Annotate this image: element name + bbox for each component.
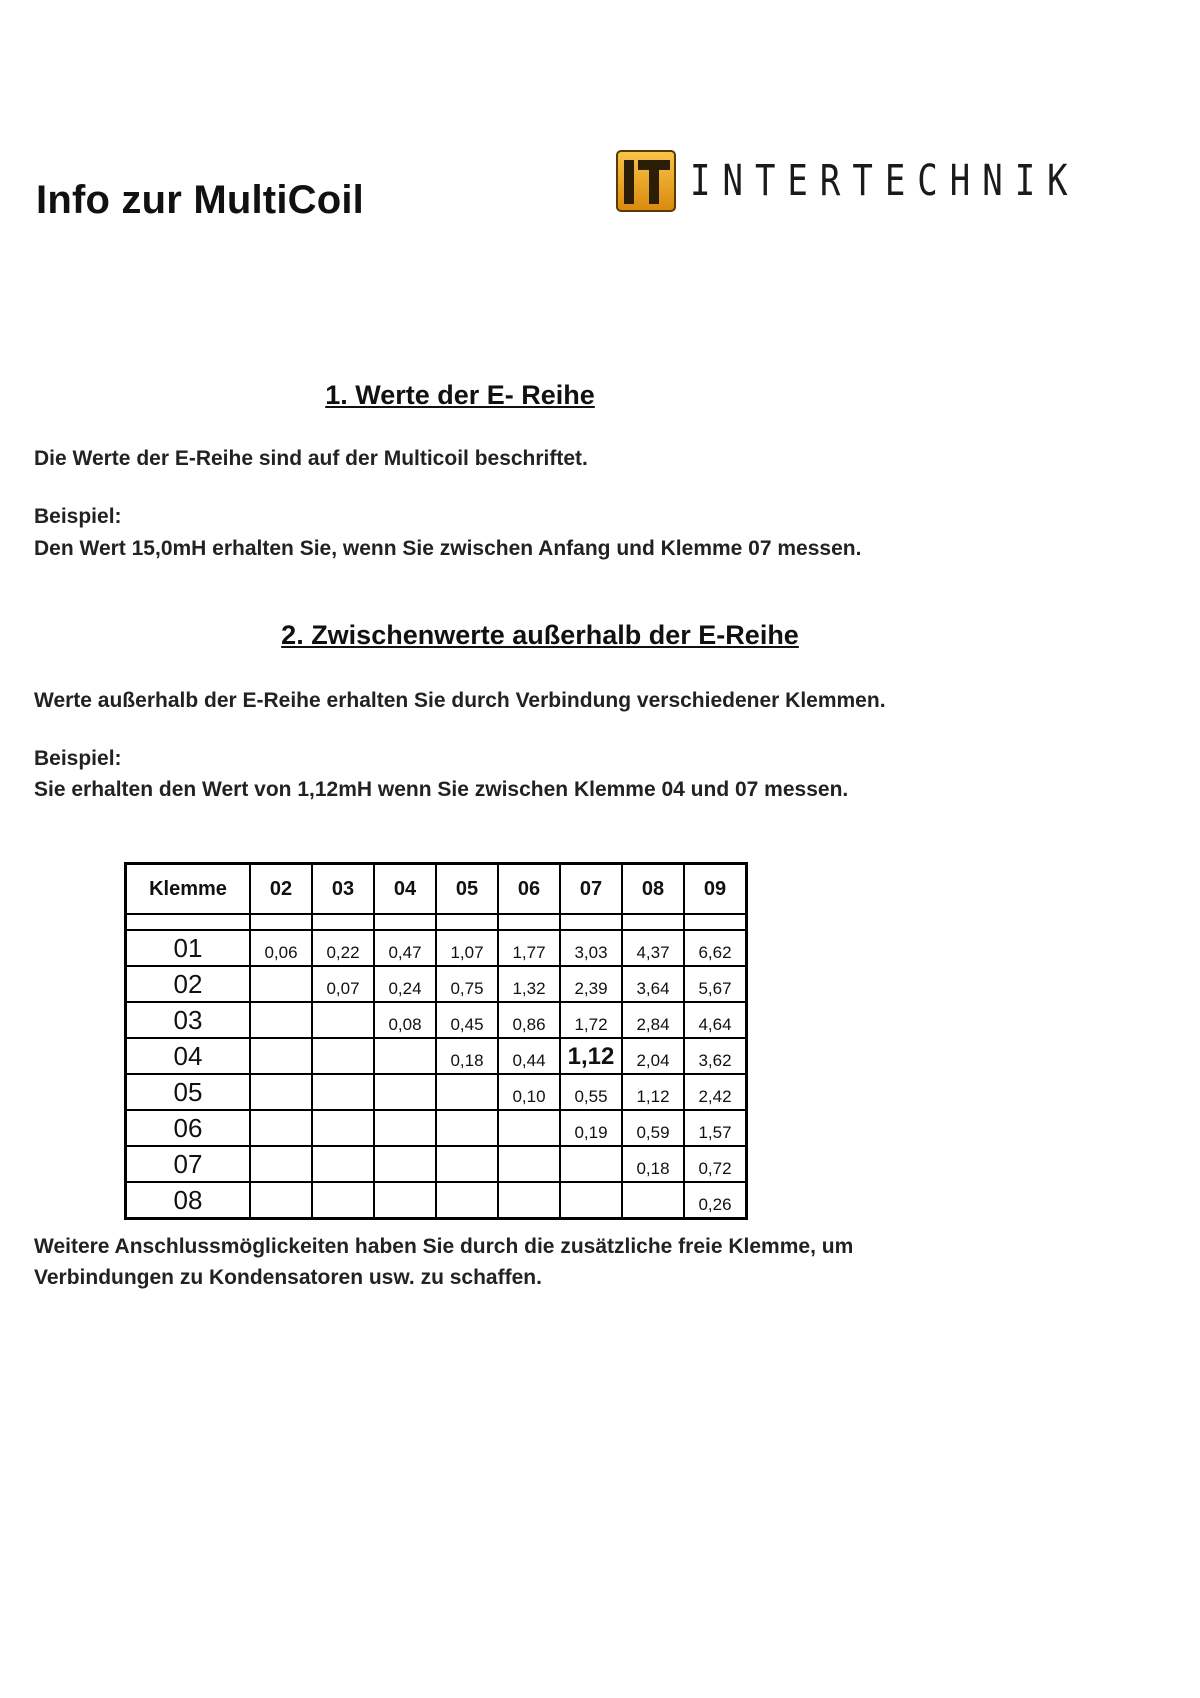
section2-example-text: Sie erhalten den Wert von 1,12mH wenn Sie zwischen Klemme 04 und 07 messen. — [34, 778, 849, 801]
table-cell: 1,57 — [684, 1110, 747, 1146]
logo-wordmark: INTERTECHNIK — [690, 156, 1080, 206]
table-cell — [312, 1110, 374, 1146]
table-cell: 1,12 — [622, 1074, 684, 1110]
table-cell: 1,32 — [498, 966, 560, 1002]
table-cell — [436, 1110, 498, 1146]
row-label: 07 — [126, 1146, 251, 1182]
table-cell: 3,64 — [622, 966, 684, 1002]
table-cell: 0,72 — [684, 1146, 747, 1182]
table-cell: 2,04 — [622, 1038, 684, 1074]
table-cell: 0,86 — [498, 1002, 560, 1038]
column-header: 03 — [312, 864, 374, 915]
section2-intro: Werte außerhalb der E-Reihe erhalten Sie durch Verbindung verschiedener Klemmen. — [34, 689, 886, 712]
table-spacer-row — [126, 914, 747, 930]
table-cell: 0,55 — [560, 1074, 622, 1110]
table-cell: 4,37 — [622, 930, 684, 966]
table-cell — [436, 1074, 498, 1110]
table-cell — [312, 1146, 374, 1182]
table-header-row — [126, 864, 747, 915]
section1-intro: Die Werte der E-Reihe sind auf der Multicoil beschriftet. — [34, 447, 588, 470]
table-cell — [436, 1146, 498, 1182]
table-cell: 0,22 — [312, 930, 374, 966]
table-cell: 1,12 — [560, 1038, 622, 1074]
column-header: 04 — [374, 864, 436, 915]
table-cell: 2,42 — [684, 1074, 747, 1110]
row-label: 01 — [126, 930, 251, 966]
table-cell: 3,62 — [684, 1038, 747, 1074]
table-cell: 0,18 — [622, 1146, 684, 1182]
table-row — [126, 1146, 747, 1182]
row-label: 03 — [126, 1002, 251, 1038]
section1-heading: 1. Werte der E- Reihe — [325, 380, 595, 410]
table-cell: 0,06 — [250, 930, 312, 966]
table-cell — [560, 1146, 622, 1182]
table-cell: 0,26 — [684, 1182, 747, 1219]
table-cell: 0,75 — [436, 966, 498, 1002]
column-header: 07 — [560, 864, 622, 915]
row-label: 02 — [126, 966, 251, 1002]
column-header: 09 — [684, 864, 747, 915]
table-cell — [250, 1002, 312, 1038]
table-cell — [250, 966, 312, 1002]
footer-line-1: Weitere Anschlussmöglickeiten haben Sie durch die zusätzliche freie Klemme, um — [34, 1235, 854, 1258]
table-cell: 0,19 — [560, 1110, 622, 1146]
table-row — [126, 1002, 747, 1038]
table-cell — [250, 1038, 312, 1074]
table-row — [126, 966, 747, 1002]
table-cell — [250, 1110, 312, 1146]
table-cell: 0,10 — [498, 1074, 560, 1110]
table-cell: 1,72 — [560, 1002, 622, 1038]
section1-example-text: Den Wert 15,0mH erhalten Sie, wenn Sie zwischen Anfang und Klemme 07 messen. — [34, 537, 862, 560]
section2-example-label: Beispiel: — [34, 747, 122, 770]
table-cell — [250, 1146, 312, 1182]
table-cell — [250, 1074, 312, 1110]
table-cell — [374, 1182, 436, 1219]
table-cell: 0,59 — [622, 1110, 684, 1146]
table-corner-header: Klemme — [126, 864, 251, 915]
row-label: 04 — [126, 1038, 251, 1074]
table-cell: 0,44 — [498, 1038, 560, 1074]
table-cell — [436, 1182, 498, 1219]
table-cell: 3,03 — [560, 930, 622, 966]
intertechnik-logo-icon — [616, 150, 676, 212]
table-cell — [250, 1182, 312, 1219]
table-cell: 2,39 — [560, 966, 622, 1002]
table-cell — [374, 1110, 436, 1146]
row-label: 05 — [126, 1074, 251, 1110]
row-label: 08 — [126, 1182, 251, 1219]
table-row — [126, 1074, 747, 1110]
table-cell: 5,67 — [684, 966, 747, 1002]
table-cell — [312, 1182, 374, 1219]
table-cell: 0,18 — [436, 1038, 498, 1074]
table-cell: 1,07 — [436, 930, 498, 966]
table-cell — [312, 1074, 374, 1110]
column-header: 06 — [498, 864, 560, 915]
column-header: 02 — [250, 864, 312, 915]
table-cell — [498, 1110, 560, 1146]
table-cell: 6,62 — [684, 930, 747, 966]
column-header: 05 — [436, 864, 498, 915]
table-cell: 0,24 — [374, 966, 436, 1002]
column-header: 08 — [622, 864, 684, 915]
table-cell: 0,08 — [374, 1002, 436, 1038]
section1-example-label: Beispiel: — [34, 505, 122, 528]
table-cell: 1,77 — [498, 930, 560, 966]
table-cell: 0,47 — [374, 930, 436, 966]
table-cell — [374, 1146, 436, 1182]
table-cell — [560, 1182, 622, 1219]
footer-line-2: Verbindungen zu Kondensatoren usw. zu schaffen. — [34, 1266, 542, 1289]
table-row — [126, 1038, 747, 1074]
table-cell — [312, 1038, 374, 1074]
table-cell — [374, 1074, 436, 1110]
table-row — [126, 1182, 747, 1219]
table-cell: 4,64 — [684, 1002, 747, 1038]
table-cell — [498, 1146, 560, 1182]
table-row — [126, 930, 747, 966]
table-cell: 0,45 — [436, 1002, 498, 1038]
table-cell — [498, 1182, 560, 1219]
table-cell — [374, 1038, 436, 1074]
page-title: Info zur MultiCoil — [36, 178, 364, 222]
klemmen-table — [124, 862, 748, 1220]
table-cell — [622, 1182, 684, 1219]
table-row — [126, 1110, 747, 1146]
table-cell: 2,84 — [622, 1002, 684, 1038]
table-cell: 0,07 — [312, 966, 374, 1002]
company-logo — [616, 150, 1080, 212]
table-cell — [312, 1002, 374, 1038]
section2-heading: 2. Zwischenwerte außerhalb der E-Reihe — [281, 620, 799, 650]
row-label: 06 — [126, 1110, 251, 1146]
